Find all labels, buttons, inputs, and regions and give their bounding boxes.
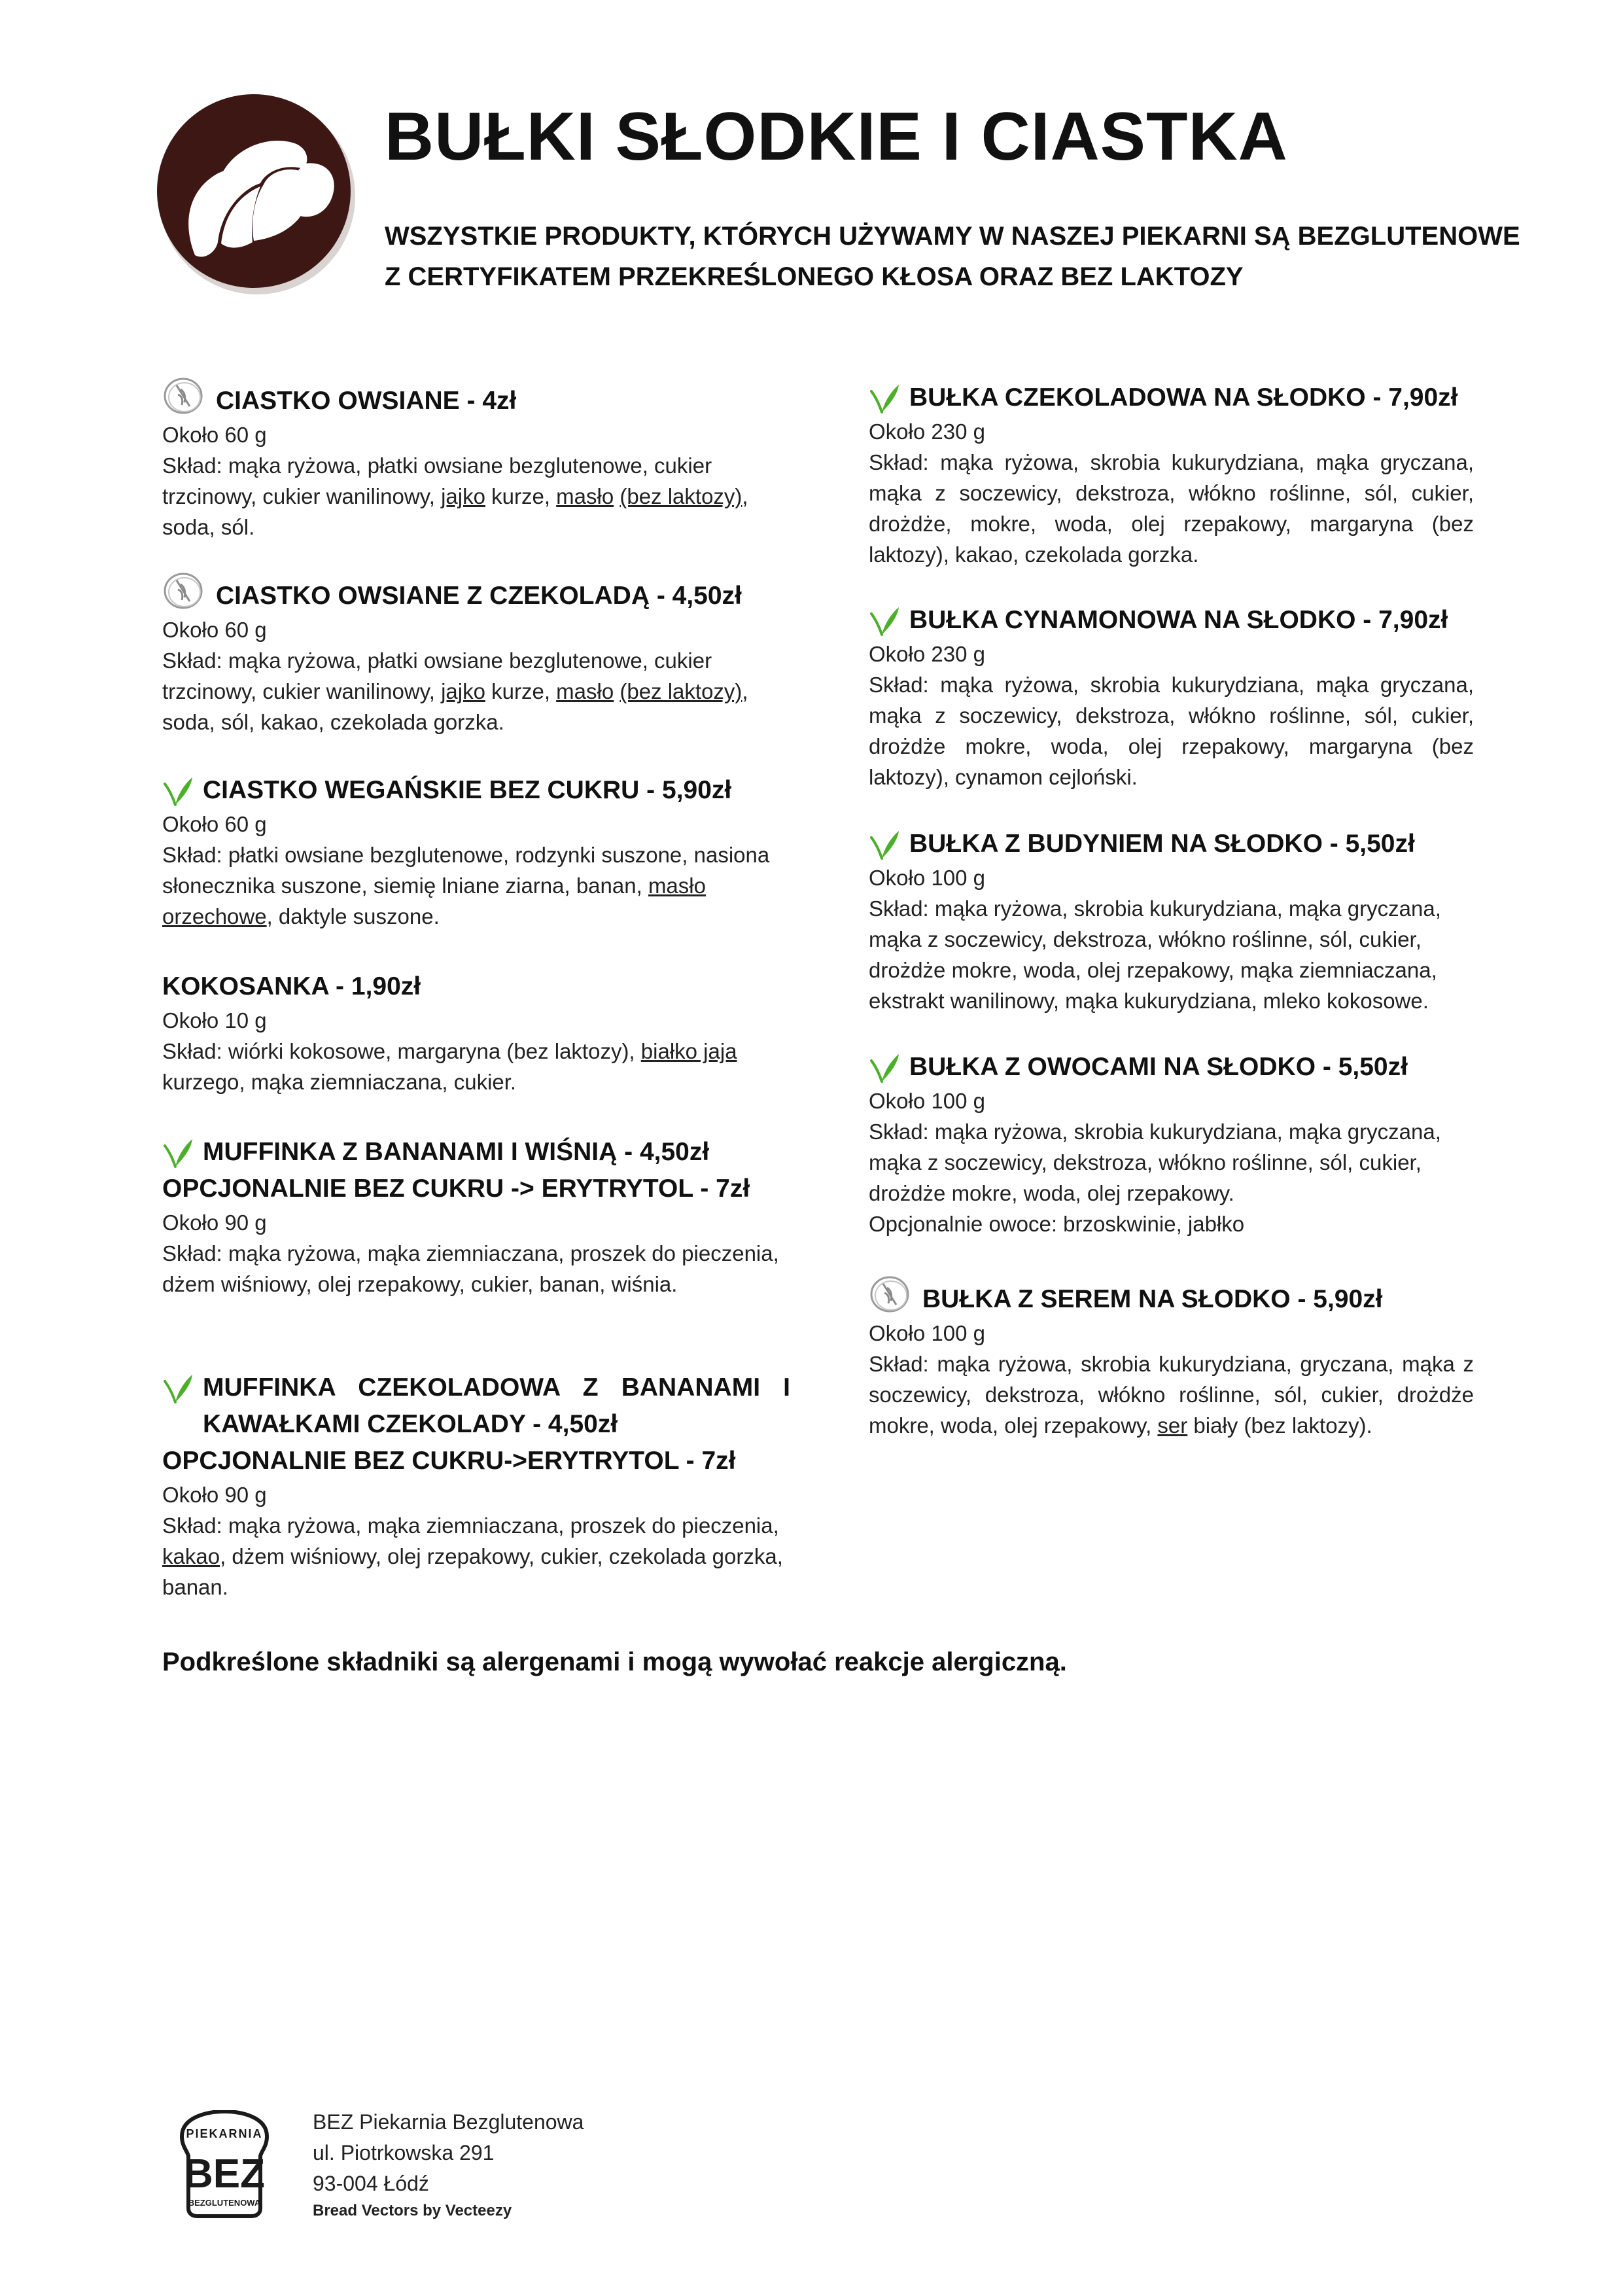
item-ingredients: Skład: mąka ryżowa, skrobia kukurydziana, mąka gryczana, mąka z soczewicy, dekstroza, włókno roślinne, sól, cukier, drożdże mokre, woda, olej rzepakowy. bbox=[869, 1120, 1441, 1205]
allergen-ingredient: (bez laktozy) bbox=[620, 679, 742, 703]
item-name: BUŁKA Z OWOCAMI NA SŁODKO - 5,50zł bbox=[909, 1053, 1408, 1081]
menu-item bbox=[869, 380, 1474, 570]
vegan-leaf-icon bbox=[162, 772, 195, 809]
bakery-city: 93-004 Łódź bbox=[313, 2172, 429, 2195]
gluten-free-icon bbox=[162, 571, 208, 610]
page-subtitle bbox=[385, 216, 1520, 297]
bakery-name: BEZ Piekarnia Bezglutenowa bbox=[313, 2110, 584, 2134]
item-ingredients: Skład: wiórki kokosowe, margaryna (bez laktozy), białko jaja kurzego, mąka ziemniaczana, cukier. bbox=[162, 1039, 737, 1094]
menu-item bbox=[162, 578, 790, 737]
allergen-ingredient: masło bbox=[556, 679, 614, 703]
menu-item bbox=[162, 772, 790, 932]
item-ingredients: Skład: mąka ryżowa, skrobia kukurydziana, mąka gryczana, mąka z soczewicy, dekstroza, włókno roślinne, sól, cukier, drożdże mokre, woda, olej rzepakowy, margaryna (bez laktozy), cynamon cejloński. bbox=[869, 673, 1474, 789]
item-ingredients: Skład: mąka ryżowa, skrobia kukurydziana, mąka gryczana, mąka z soczewicy, dekstroza, włókno roślinne, sól, cukier, drożdże, mokre, woda, olej rzepakowy, margaryna (bez laktozy), kakao, czekolada gorzka. bbox=[869, 450, 1474, 567]
menu-item bbox=[162, 968, 790, 1097]
item-weight: Około 10 g bbox=[162, 1008, 267, 1033]
item-weight: Około 230 g bbox=[869, 419, 985, 444]
item-weight: Około 100 g bbox=[869, 1321, 985, 1345]
item-ingredients: Skład: mąka ryżowa, skrobia kukurydziana, mąka gryczana, mąka z soczewicy, dekstroza, włókno roślinne, sól, cukier, drożdże mokre, woda, olej rzepakowy, mąka ziemniaczana, ekstrakt wanilinowy, mąka kukurydziana, mleko kokosowe. bbox=[869, 896, 1441, 1013]
vegan-leaf-icon bbox=[869, 826, 901, 862]
vegan-leaf-icon bbox=[162, 1134, 195, 1171]
vegan-leaf-icon bbox=[162, 1369, 195, 1406]
item-weight: Około 230 g bbox=[869, 642, 985, 666]
item-name: CIASTKO OWSIANE Z CZEKOLADĄ - 4,50zł bbox=[216, 582, 742, 610]
allergen-footnote: Podkreślone składniki są alergenami i mogą wywołać reakcje alergiczną. bbox=[162, 1648, 1067, 1676]
item-ingredients: Skład: mąka ryżowa, mąka ziemniaczana, proszek do pieczenia, kakao, dżem wiśniowy, olej rzepakowy, cukier, czekolada gorzka, banan. bbox=[162, 1513, 783, 1599]
bakery-address bbox=[313, 2107, 584, 2223]
item-name: BUŁKA CYNAMONOWA NA SŁODKO - 7,90zł bbox=[909, 606, 1448, 634]
page-title: BUŁKI SŁODKIE I CIASTKA bbox=[385, 99, 1288, 175]
item-weight: Około 60 g bbox=[162, 618, 267, 642]
gluten-free-icon bbox=[162, 376, 208, 415]
menu-item bbox=[869, 1049, 1474, 1239]
item-name: KOKOSANKA - 1,90zł bbox=[162, 972, 421, 1000]
item-name: BUŁKA CZEKOLADOWA NA SŁODKO - 7,90zł bbox=[909, 383, 1458, 412]
allergen-ingredient: ser bbox=[1157, 1413, 1188, 1438]
bakery-street: ul. Piotrkowska 291 bbox=[313, 2141, 495, 2164]
item-ingredients: Skład: mąka ryżowa, mąka ziemniaczana, proszek do pieczenia, dżem wiśniowy, olej rzepakowy, cukier, banan, wiśnia. bbox=[162, 1241, 779, 1296]
allergen-ingredient: białko jaja bbox=[640, 1039, 737, 1063]
subtitle-line-2: Z CERTYFIKATEM PRZEKREŚLONEGO KŁOSA ORAZ BEZ LAKTOZY bbox=[385, 262, 1244, 291]
item-name: BUŁKA Z BUDYNIEM NA SŁODKO - 5,50zł bbox=[909, 830, 1415, 858]
item-weight: Około 90 g bbox=[162, 1210, 267, 1235]
allergen-ingredient: (bez laktozy) bbox=[620, 484, 742, 508]
item-weight: Około 60 g bbox=[162, 423, 267, 447]
item-ingredients: Skład: mąka ryżowa, płatki owsiane bezglutenowe, cukier trzcinowy, cukier wanilinowy, jajko kurze, masło (bez laktozy), soda, sól. bbox=[162, 453, 748, 539]
allergen-ingredient: masło orzechowe bbox=[162, 874, 706, 928]
item-optional-fruits: Opcjonalnie owoce: brzoskwinie, jabłko bbox=[869, 1212, 1245, 1236]
item-weight: Około 60 g bbox=[162, 812, 267, 836]
menu-item bbox=[869, 602, 1474, 792]
item-option: OPCJONALNIE BEZ CUKRU -> ERYTRYTOL - 7zł bbox=[162, 1174, 750, 1203]
item-ingredients: Skład: mąka ryżowa, skrobia kukurydziana, gryczana, mąka z soczewicy, dekstroza, włókno roślinne, sól, cukier, drożdże mokre, woda, olej rzepakowy, ser biały (bez laktozy). bbox=[869, 1352, 1474, 1438]
menu-item bbox=[162, 1369, 790, 1602]
croissant-logo-icon bbox=[156, 92, 358, 294]
item-weight: Około 100 g bbox=[869, 866, 985, 890]
logo-text-top: PIEKARNIA bbox=[186, 2127, 263, 2140]
item-name: BUŁKA Z SEREM NA SŁODKO - 5,90zł bbox=[922, 1285, 1383, 1313]
gluten-free-icon bbox=[869, 1275, 915, 1314]
menu-item bbox=[869, 1281, 1474, 1441]
allergen-ingredient: masło bbox=[556, 484, 614, 508]
vegan-leaf-icon bbox=[869, 1049, 901, 1086]
allergen-ingredient: kakao bbox=[162, 1544, 220, 1568]
item-name: MUFFINKA CZEKOLADOWA Z BANANAMI I KAWAŁKAMI CZEKOLADY - 4,50zł bbox=[203, 1373, 790, 1438]
item-ingredients: Skład: płatki owsiane bezglutenowe, rodzynki suszone, nasiona słonecznika suszone, siemię lniane ziarna, banan, masło orzechowe, daktyle suszone. bbox=[162, 843, 770, 928]
vegan-leaf-icon bbox=[869, 380, 901, 416]
item-ingredients: Skład: mąka ryżowa, płatki owsiane bezglutenowe, cukier trzcinowy, cukier wanilinowy, jajko kurze, masło (bez laktozy), soda, sól, kakao, czekolada gorzka. bbox=[162, 648, 748, 734]
item-weight: Około 90 g bbox=[162, 1483, 267, 1507]
menu-item bbox=[869, 826, 1474, 1016]
image-credit: Bread Vectors by Vecteezy bbox=[313, 2202, 512, 2219]
item-name: CIASTKO WEGAŃSKIE BEZ CUKRU - 5,90zł bbox=[203, 776, 732, 804]
subtitle-line-1: WSZYSTKIE PRODUKTY, KTÓRYCH UŻYWAMY W NASZEJ PIEKARNI SĄ BEZGLUTENOWE bbox=[385, 222, 1520, 251]
menu-item bbox=[162, 1134, 790, 1299]
logo-text-main: BEZ bbox=[184, 2151, 265, 2197]
item-weight: Około 100 g bbox=[869, 1089, 985, 1113]
bez-bakery-logo bbox=[169, 2110, 280, 2218]
logo-text-bottom: BEZGLUTENOWA bbox=[188, 2198, 261, 2208]
allergen-ingredient: jajko bbox=[441, 679, 485, 703]
vegan-leaf-icon bbox=[869, 602, 901, 639]
item-name: CIASTKO OWSIANE - 4zł bbox=[216, 387, 517, 415]
menu-item bbox=[162, 383, 790, 542]
item-name: MUFFINKA Z BANANAMI I WIŚNIĄ - 4,50zł bbox=[203, 1138, 710, 1166]
item-option: OPCJONALNIE BEZ CUKRU->ERYTRYTOL - 7zł bbox=[162, 1447, 736, 1475]
allergen-ingredient: jajko bbox=[441, 484, 485, 508]
